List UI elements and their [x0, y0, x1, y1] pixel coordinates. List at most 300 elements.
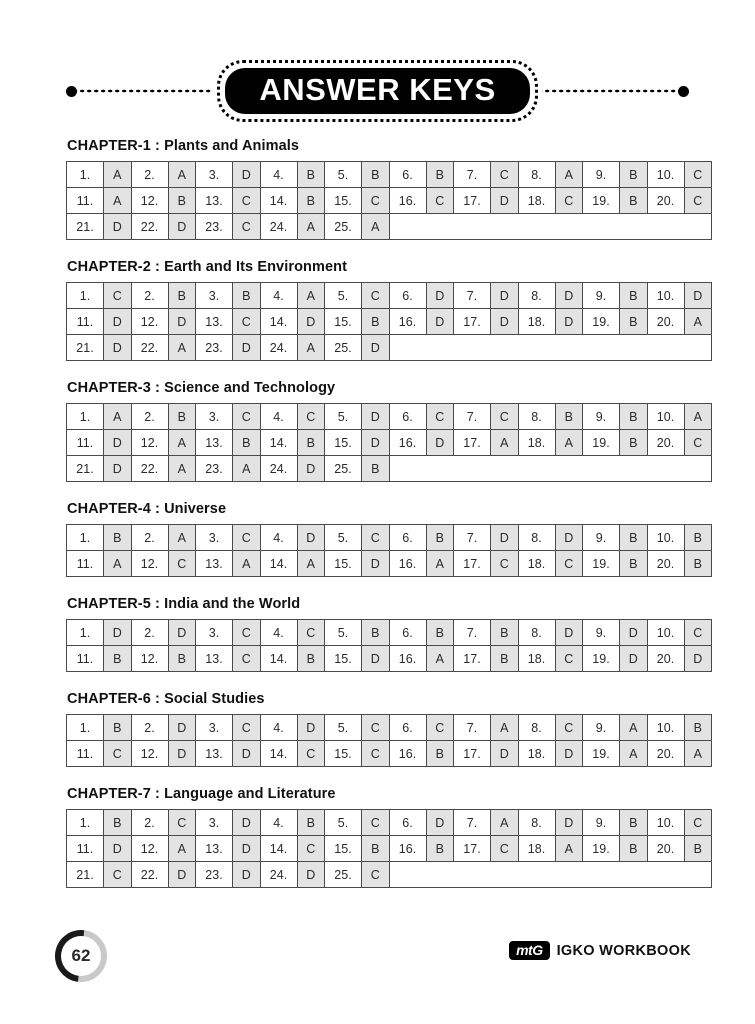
question-number-cell: 10. — [647, 525, 684, 551]
table-row — [67, 283, 712, 309]
table-row — [67, 335, 712, 361]
answer-option-cell: A — [168, 836, 196, 862]
question-number-cell: 6. — [389, 404, 426, 430]
answer-option-cell: D — [233, 741, 261, 767]
answer-option-cell: D — [491, 525, 519, 551]
question-number-cell: 5. — [325, 404, 362, 430]
question-number-cell: 6. — [389, 162, 426, 188]
chapter-section — [66, 380, 703, 482]
answer-option-cell: A — [491, 810, 519, 836]
question-number-cell: 11. — [67, 430, 104, 456]
question-number-cell: 18. — [518, 646, 555, 672]
answer-option-cell: C — [297, 741, 325, 767]
answer-option-cell: D — [168, 862, 196, 888]
question-number-cell: 21. — [67, 335, 104, 361]
answer-option-cell: B — [168, 404, 196, 430]
answer-option-cell: B — [297, 430, 325, 456]
answer-option-cell: D — [233, 836, 261, 862]
question-number-cell: 2. — [131, 162, 168, 188]
question-number-cell: 18. — [518, 836, 555, 862]
answer-option-cell: D — [297, 456, 325, 482]
answer-option-cell: B — [426, 162, 454, 188]
answer-option-cell: D — [555, 309, 583, 335]
table-row — [67, 836, 712, 862]
answer-option-cell: C — [168, 551, 196, 577]
answer-option-cell: C — [104, 741, 132, 767]
answer-option-cell: B — [620, 551, 648, 577]
answer-option-cell: C — [297, 836, 325, 862]
question-number-cell: 13. — [196, 551, 233, 577]
question-number-cell: 12. — [131, 646, 168, 672]
answer-option-cell: A — [426, 551, 454, 577]
question-number-cell: 5. — [325, 162, 362, 188]
answer-option-cell: B — [684, 551, 712, 577]
question-number-cell: 8. — [518, 404, 555, 430]
question-number-cell: 17. — [454, 646, 491, 672]
question-number-cell: 22. — [131, 456, 168, 482]
answer-option-cell: A — [555, 430, 583, 456]
answer-option-cell: A — [362, 214, 390, 240]
chapter-title: CHAPTER-5 : India and the World — [67, 596, 301, 612]
empty-filler-cell — [389, 335, 712, 361]
question-number-cell: 2. — [131, 620, 168, 646]
answer-option-cell: A — [104, 404, 132, 430]
answer-option-cell: C — [491, 836, 519, 862]
question-number-cell: 11. — [67, 309, 104, 335]
answer-option-cell: C — [491, 162, 519, 188]
answer-option-cell: C — [233, 214, 261, 240]
answer-option-cell: C — [491, 551, 519, 577]
answer-option-cell: D — [297, 715, 325, 741]
question-number-cell: 7. — [454, 620, 491, 646]
question-number-cell: 13. — [196, 741, 233, 767]
question-number-cell: 25. — [325, 862, 362, 888]
question-number-cell: 8. — [518, 525, 555, 551]
question-number-cell: 15. — [325, 646, 362, 672]
question-number-cell: 23. — [196, 214, 233, 240]
question-number-cell: 19. — [583, 646, 620, 672]
question-number-cell: 6. — [389, 525, 426, 551]
question-number-cell: 16. — [389, 188, 426, 214]
question-number-cell: 4. — [260, 620, 297, 646]
answer-option-cell: B — [426, 525, 454, 551]
answer-option-cell: C — [104, 283, 132, 309]
answer-option-cell: C — [233, 715, 261, 741]
answer-option-cell: C — [684, 810, 712, 836]
chapter-section — [66, 138, 703, 240]
page-number: 62 — [71, 946, 91, 965]
answer-option-cell: C — [233, 620, 261, 646]
table-row — [67, 646, 712, 672]
answer-option-cell: D — [168, 620, 196, 646]
question-number-cell: 9. — [583, 715, 620, 741]
table-row — [67, 430, 712, 456]
question-number-cell: 25. — [325, 456, 362, 482]
question-number-cell: 24. — [260, 214, 297, 240]
chapter-title: CHAPTER-3 : Science and Technology — [67, 380, 336, 396]
answer-option-cell: D — [491, 188, 519, 214]
answer-option-cell: B — [297, 162, 325, 188]
answer-option-cell: C — [426, 715, 454, 741]
question-number-cell: 1. — [67, 283, 104, 309]
question-number-cell: 1. — [67, 525, 104, 551]
question-number-cell: 4. — [260, 162, 297, 188]
question-number-cell: 2. — [131, 404, 168, 430]
answer-option-cell: C — [297, 620, 325, 646]
answer-table — [66, 403, 712, 482]
answer-option-cell: C — [362, 862, 390, 888]
question-number-cell: 7. — [454, 525, 491, 551]
question-number-cell: 4. — [260, 283, 297, 309]
answer-option-cell: D — [104, 335, 132, 361]
brand-title: IGKO WORKBOOK — [556, 942, 691, 959]
chapter-title: CHAPTER-7 : Language and Literature — [67, 786, 336, 802]
answer-option-cell: A — [491, 430, 519, 456]
table-row — [67, 404, 712, 430]
answer-table — [66, 524, 712, 577]
question-number-cell: 9. — [583, 283, 620, 309]
answer-option-cell: B — [297, 646, 325, 672]
question-number-cell: 11. — [67, 551, 104, 577]
answer-option-cell: A — [555, 162, 583, 188]
answer-option-cell: B — [620, 162, 648, 188]
question-number-cell: 1. — [67, 162, 104, 188]
answer-option-cell: D — [620, 646, 648, 672]
answer-option-cell: D — [362, 551, 390, 577]
question-number-cell: 4. — [260, 404, 297, 430]
question-number-cell: 21. — [67, 456, 104, 482]
question-number-cell: 16. — [389, 551, 426, 577]
mtg-logo-icon: mtG — [509, 941, 550, 960]
answer-option-cell: B — [620, 525, 648, 551]
answer-option-cell: D — [297, 525, 325, 551]
question-number-cell: 3. — [196, 715, 233, 741]
answer-option-cell: D — [491, 283, 519, 309]
question-number-cell: 10. — [647, 620, 684, 646]
answer-option-cell: A — [104, 551, 132, 577]
question-number-cell: 13. — [196, 646, 233, 672]
answer-option-cell: A — [168, 335, 196, 361]
question-number-cell: 3. — [196, 404, 233, 430]
answer-option-cell: B — [620, 430, 648, 456]
question-number-cell: 5. — [325, 715, 362, 741]
answer-option-cell: C — [297, 404, 325, 430]
answer-option-cell: A — [491, 715, 519, 741]
question-number-cell: 13. — [196, 430, 233, 456]
question-number-cell: 15. — [325, 551, 362, 577]
answer-option-cell: A — [168, 162, 196, 188]
answer-option-cell: A — [233, 456, 261, 482]
page-header — [0, 63, 755, 119]
answer-option-cell: A — [297, 214, 325, 240]
question-number-cell: 13. — [196, 836, 233, 862]
answer-option-cell: B — [168, 283, 196, 309]
question-number-cell: 18. — [518, 188, 555, 214]
question-number-cell: 1. — [67, 715, 104, 741]
question-number-cell: 2. — [131, 283, 168, 309]
question-number-cell: 24. — [260, 335, 297, 361]
question-number-cell: 14. — [260, 646, 297, 672]
answer-option-cell: D — [555, 283, 583, 309]
question-number-cell: 20. — [647, 430, 684, 456]
question-number-cell: 18. — [518, 551, 555, 577]
answer-option-cell: D — [555, 620, 583, 646]
question-number-cell: 15. — [325, 188, 362, 214]
answer-option-cell: A — [620, 741, 648, 767]
answer-option-cell: B — [491, 646, 519, 672]
answer-table — [66, 282, 712, 361]
question-number-cell: 5. — [325, 283, 362, 309]
answer-option-cell: D — [104, 430, 132, 456]
answer-option-cell: C — [491, 404, 519, 430]
question-number-cell: 3. — [196, 283, 233, 309]
table-row — [67, 525, 712, 551]
answer-option-cell: B — [620, 283, 648, 309]
question-number-cell: 17. — [454, 309, 491, 335]
answer-option-cell: C — [233, 188, 261, 214]
question-number-cell: 3. — [196, 525, 233, 551]
answer-option-cell: B — [491, 620, 519, 646]
question-number-cell: 12. — [131, 309, 168, 335]
question-number-cell: 11. — [67, 836, 104, 862]
question-number-cell: 22. — [131, 862, 168, 888]
answer-option-cell: D — [620, 620, 648, 646]
question-number-cell: 22. — [131, 335, 168, 361]
answer-option-cell: D — [491, 741, 519, 767]
question-number-cell: 18. — [518, 430, 555, 456]
question-number-cell: 9. — [583, 404, 620, 430]
table-row — [67, 456, 712, 482]
answer-option-cell: B — [362, 309, 390, 335]
answer-option-cell: C — [555, 646, 583, 672]
answer-option-cell: C — [362, 810, 390, 836]
answer-option-cell: D — [104, 456, 132, 482]
empty-filler-cell — [389, 862, 712, 888]
question-number-cell: 16. — [389, 836, 426, 862]
answer-option-cell: B — [233, 430, 261, 456]
question-number-cell: 10. — [647, 283, 684, 309]
answer-option-cell: D — [426, 430, 454, 456]
answer-option-cell: A — [297, 335, 325, 361]
question-number-cell: 2. — [131, 525, 168, 551]
question-number-cell: 6. — [389, 620, 426, 646]
question-number-cell: 5. — [325, 525, 362, 551]
question-number-cell: 15. — [325, 836, 362, 862]
question-number-cell: 13. — [196, 188, 233, 214]
answer-option-cell: D — [168, 715, 196, 741]
answer-option-cell: B — [104, 646, 132, 672]
answer-option-cell: C — [233, 309, 261, 335]
question-number-cell: 11. — [67, 646, 104, 672]
answer-option-cell: D — [233, 862, 261, 888]
answer-option-cell: D — [233, 162, 261, 188]
question-number-cell: 21. — [67, 214, 104, 240]
table-row — [67, 810, 712, 836]
question-number-cell: 12. — [131, 430, 168, 456]
chapter-section — [66, 691, 702, 767]
question-number-cell: 14. — [260, 430, 297, 456]
question-number-cell: 20. — [647, 551, 684, 577]
answer-option-cell: C — [362, 525, 390, 551]
question-number-cell: 15. — [325, 741, 362, 767]
question-number-cell: 7. — [454, 162, 491, 188]
answer-option-cell: C — [684, 188, 712, 214]
answer-option-cell: D — [104, 214, 132, 240]
question-number-cell: 24. — [260, 862, 297, 888]
question-number-cell: 16. — [389, 309, 426, 335]
question-number-cell: 3. — [196, 162, 233, 188]
question-number-cell: 12. — [131, 836, 168, 862]
empty-filler-cell — [389, 214, 712, 240]
question-number-cell: 16. — [389, 430, 426, 456]
question-number-cell: 5. — [325, 620, 362, 646]
table-row — [67, 188, 712, 214]
answer-option-cell: B — [168, 646, 196, 672]
chapter-title: CHAPTER-6 : Social Studies — [67, 691, 265, 707]
question-number-cell: 20. — [647, 309, 684, 335]
answer-option-cell: C — [684, 162, 712, 188]
answer-option-cell: B — [233, 283, 261, 309]
answer-option-cell: B — [684, 525, 712, 551]
answer-option-cell: B — [104, 715, 132, 741]
answer-option-cell: B — [426, 741, 454, 767]
answer-option-cell: B — [362, 836, 390, 862]
answer-option-cell: A — [104, 162, 132, 188]
answer-option-cell: B — [620, 404, 648, 430]
answer-option-cell: B — [297, 188, 325, 214]
answer-option-cell: C — [168, 810, 196, 836]
answer-table — [66, 161, 712, 240]
question-number-cell: 19. — [583, 741, 620, 767]
table-row — [67, 741, 712, 767]
answer-table — [66, 714, 712, 767]
table-row — [67, 620, 712, 646]
answer-option-cell: B — [104, 525, 132, 551]
page-number-badge — [55, 930, 107, 982]
answer-option-cell: B — [620, 309, 648, 335]
answer-option-cell: D — [362, 646, 390, 672]
answer-option-cell: A — [168, 430, 196, 456]
question-number-cell: 20. — [647, 188, 684, 214]
answer-option-cell: A — [168, 525, 196, 551]
question-number-cell: 7. — [454, 283, 491, 309]
answer-option-cell: D — [491, 309, 519, 335]
question-number-cell: 21. — [67, 862, 104, 888]
answer-option-cell: D — [555, 741, 583, 767]
question-number-cell: 14. — [260, 188, 297, 214]
answer-option-cell: B — [362, 620, 390, 646]
question-number-cell: 22. — [131, 214, 168, 240]
question-number-cell: 20. — [647, 646, 684, 672]
question-number-cell: 4. — [260, 810, 297, 836]
answer-option-cell: C — [233, 525, 261, 551]
answer-option-cell: A — [684, 309, 712, 335]
header-rule-left — [66, 86, 213, 96]
question-number-cell: 7. — [454, 810, 491, 836]
bullet-dot-icon — [66, 86, 77, 97]
question-number-cell: 11. — [67, 188, 104, 214]
answer-option-cell: C — [555, 715, 583, 741]
answer-option-cell: B — [684, 715, 712, 741]
answer-option-cell: B — [620, 188, 648, 214]
answer-option-cell: C — [233, 646, 261, 672]
question-number-cell: 20. — [647, 741, 684, 767]
answer-option-cell: C — [684, 620, 712, 646]
question-number-cell: 10. — [647, 404, 684, 430]
question-number-cell: 2. — [131, 715, 168, 741]
question-number-cell: 23. — [196, 335, 233, 361]
answer-option-cell: C — [426, 188, 454, 214]
header-rule-right — [542, 86, 689, 96]
question-number-cell: 1. — [67, 810, 104, 836]
answer-option-cell: D — [233, 810, 261, 836]
question-number-cell: 9. — [583, 810, 620, 836]
answer-keys-title: ANSWER KEYS — [225, 68, 529, 114]
question-number-cell: 3. — [196, 620, 233, 646]
question-number-cell: 19. — [583, 309, 620, 335]
question-number-cell: 18. — [518, 309, 555, 335]
answer-option-cell: C — [362, 283, 390, 309]
answer-option-cell: D — [426, 309, 454, 335]
question-number-cell: 16. — [389, 646, 426, 672]
question-number-cell: 23. — [196, 862, 233, 888]
answer-option-cell: D — [168, 741, 196, 767]
question-number-cell: 2. — [131, 810, 168, 836]
answer-option-cell: C — [362, 741, 390, 767]
answer-option-cell: A — [684, 741, 712, 767]
answer-option-cell: C — [362, 188, 390, 214]
answer-option-cell: A — [233, 551, 261, 577]
answer-option-cell: D — [168, 309, 196, 335]
question-number-cell: 19. — [583, 836, 620, 862]
question-number-cell: 9. — [583, 620, 620, 646]
question-number-cell: 1. — [67, 404, 104, 430]
question-number-cell: 9. — [583, 162, 620, 188]
question-number-cell: 19. — [583, 430, 620, 456]
question-number-cell: 19. — [583, 188, 620, 214]
answer-option-cell: D — [426, 283, 454, 309]
question-number-cell: 8. — [518, 715, 555, 741]
page-footer — [0, 928, 755, 990]
question-number-cell: 4. — [260, 525, 297, 551]
answer-option-cell: D — [168, 214, 196, 240]
question-number-cell: 3. — [196, 810, 233, 836]
answer-option-cell: D — [233, 335, 261, 361]
answer-option-cell: D — [362, 430, 390, 456]
question-number-cell: 17. — [454, 188, 491, 214]
table-row — [67, 715, 712, 741]
chapter-section — [66, 596, 703, 672]
answer-option-cell: C — [426, 404, 454, 430]
question-number-cell: 10. — [647, 810, 684, 836]
question-number-cell: 12. — [131, 188, 168, 214]
table-row — [67, 162, 712, 188]
question-number-cell: 24. — [260, 456, 297, 482]
bullet-dot-icon — [678, 86, 689, 97]
chapter-section — [66, 259, 703, 361]
answer-option-cell: D — [297, 309, 325, 335]
answer-option-cell: B — [362, 162, 390, 188]
answer-option-cell: B — [168, 188, 196, 214]
answer-option-cell: D — [555, 525, 583, 551]
question-number-cell: 19. — [583, 551, 620, 577]
question-number-cell: 14. — [260, 836, 297, 862]
question-number-cell: 18. — [518, 741, 555, 767]
question-number-cell: 9. — [583, 525, 620, 551]
question-number-cell: 10. — [647, 715, 684, 741]
answer-option-cell: D — [104, 836, 132, 862]
answer-option-cell: A — [168, 456, 196, 482]
